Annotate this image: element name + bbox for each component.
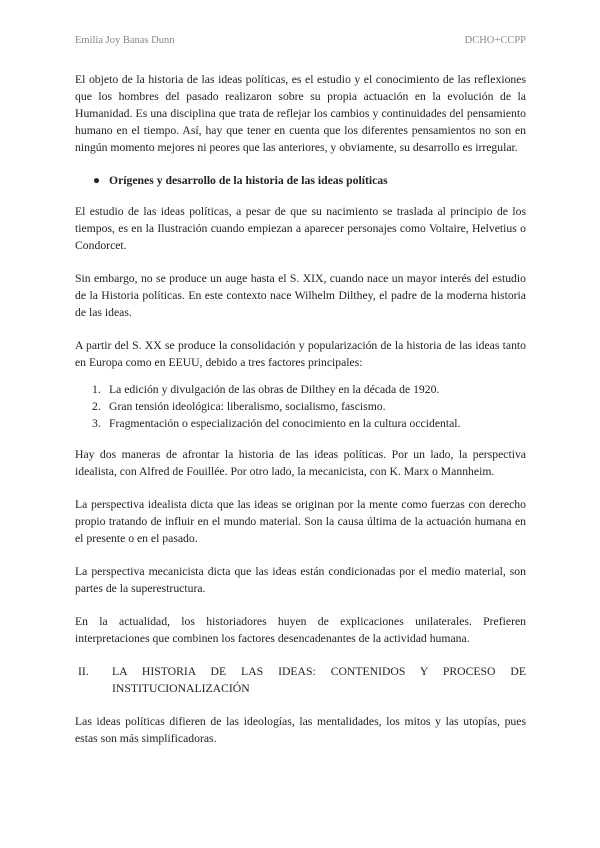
section-title-line1: LA HISTORIA DE LAS IDEAS: CONTENIDOS Y PROCESO DE (112, 665, 526, 678)
section-title-line2: INSTITUCIONALIZACIÓN (112, 682, 250, 695)
factors-list (75, 381, 526, 432)
paragraph-intro: El objeto de la historia de las ideas políticas, es el estudio y el conocimiento de las reflexiones que los hombres del pasado realizaron sobre su propia actuación en la evolución de la Humanidad. Es una disciplina que trata de reflejar los cambios y continuidades del pensamiento humano en el tiempo. Así, hay que tener en cuenta que los diferentes pensamientos no son en ningún momento mejores ni peores que las anteriores, y obviamente, su desarrollo es irregular. (75, 73, 526, 154)
paragraph-mecanicista: La perspectiva mecanicista dicta que las ideas están condicionadas por el medio material, son partes de la superestructura. (75, 565, 526, 595)
paragraph-siglo-xix: Sin embargo, no se produce un auge hasta el S. XIX, cuando nace un mayor interés del estudio de la Historia políticas. En este contexto nace Wilhelm Dilthey, el padre de la moderna historia de las ideas. (75, 272, 526, 319)
section-number: II. (78, 665, 89, 678)
bullet-icon: ● (93, 174, 101, 187)
list-item (75, 415, 526, 432)
section-title (112, 663, 526, 697)
header-author: Emilia Joy Banas Dunn (75, 35, 175, 46)
bullet-heading-text: Orígenes y desarrollo de la historia de las ideas políticas (109, 174, 388, 187)
section-heading (75, 663, 526, 697)
document-body (75, 71, 526, 763)
paragraph-perspectivas: Hay dos maneras de afrontar la historia de las ideas políticas. Por un lado, la perspectiva idealista, con Alfred de Fouillée. Por otro lado, la mecanicista, con K. Marx o Mannheim. (75, 448, 526, 478)
paragraph-idealista: La perspectiva idealista dicta que las ideas se originan por la mente como fuerzas con derecho propio tratando de influir en el mundo material. Son la causa última de la actuación humana en el presente o en el pasado. (75, 498, 526, 545)
list-item-number: 3. (92, 417, 101, 430)
list-item (75, 398, 526, 415)
list-item-text: Gran tensión ideológica: liberalismo, socialismo, fascismo. (109, 400, 386, 413)
paragraph-ilustracion: El estudio de las ideas políticas, a pesar de que su nacimiento se traslada al principio de los tiempos, es en la Ilustración cuando empiezan a aparecer personajes como Voltaire, Helvetius o Condorcet. (75, 205, 526, 252)
paragraph-siglo-xx: A partir del S. XX se produce la consolidación y popularización de la historia de las ideas tanto en Europa como en EEUU, debido a tres factores principales: (75, 339, 526, 369)
list-item-text: La edición y divulgación de las obras de Dilthey en la década de 1920. (109, 383, 440, 396)
list-item-text: Fragmentación o especialización del conocimiento en la cultura occidental. (109, 417, 461, 430)
list-item (75, 381, 526, 398)
page-header (75, 35, 526, 49)
paragraph-ideas-politicas: Las ideas políticas difieren de las ideologías, las mentalidades, los mitos y las utopías, pues estas son más simplificadoras. (75, 715, 526, 745)
paragraph-actualidad: En la actualidad, los historiadores huyen de explicaciones unilaterales. Prefieren interpretaciones que combinen los factores desencadenantes de la actividad humana. (75, 615, 526, 645)
list-item-number: 2. (92, 400, 101, 413)
list-item-number: 1. (92, 383, 101, 396)
header-course: DCHO+CCPP (464, 35, 526, 46)
bullet-heading (75, 172, 526, 189)
